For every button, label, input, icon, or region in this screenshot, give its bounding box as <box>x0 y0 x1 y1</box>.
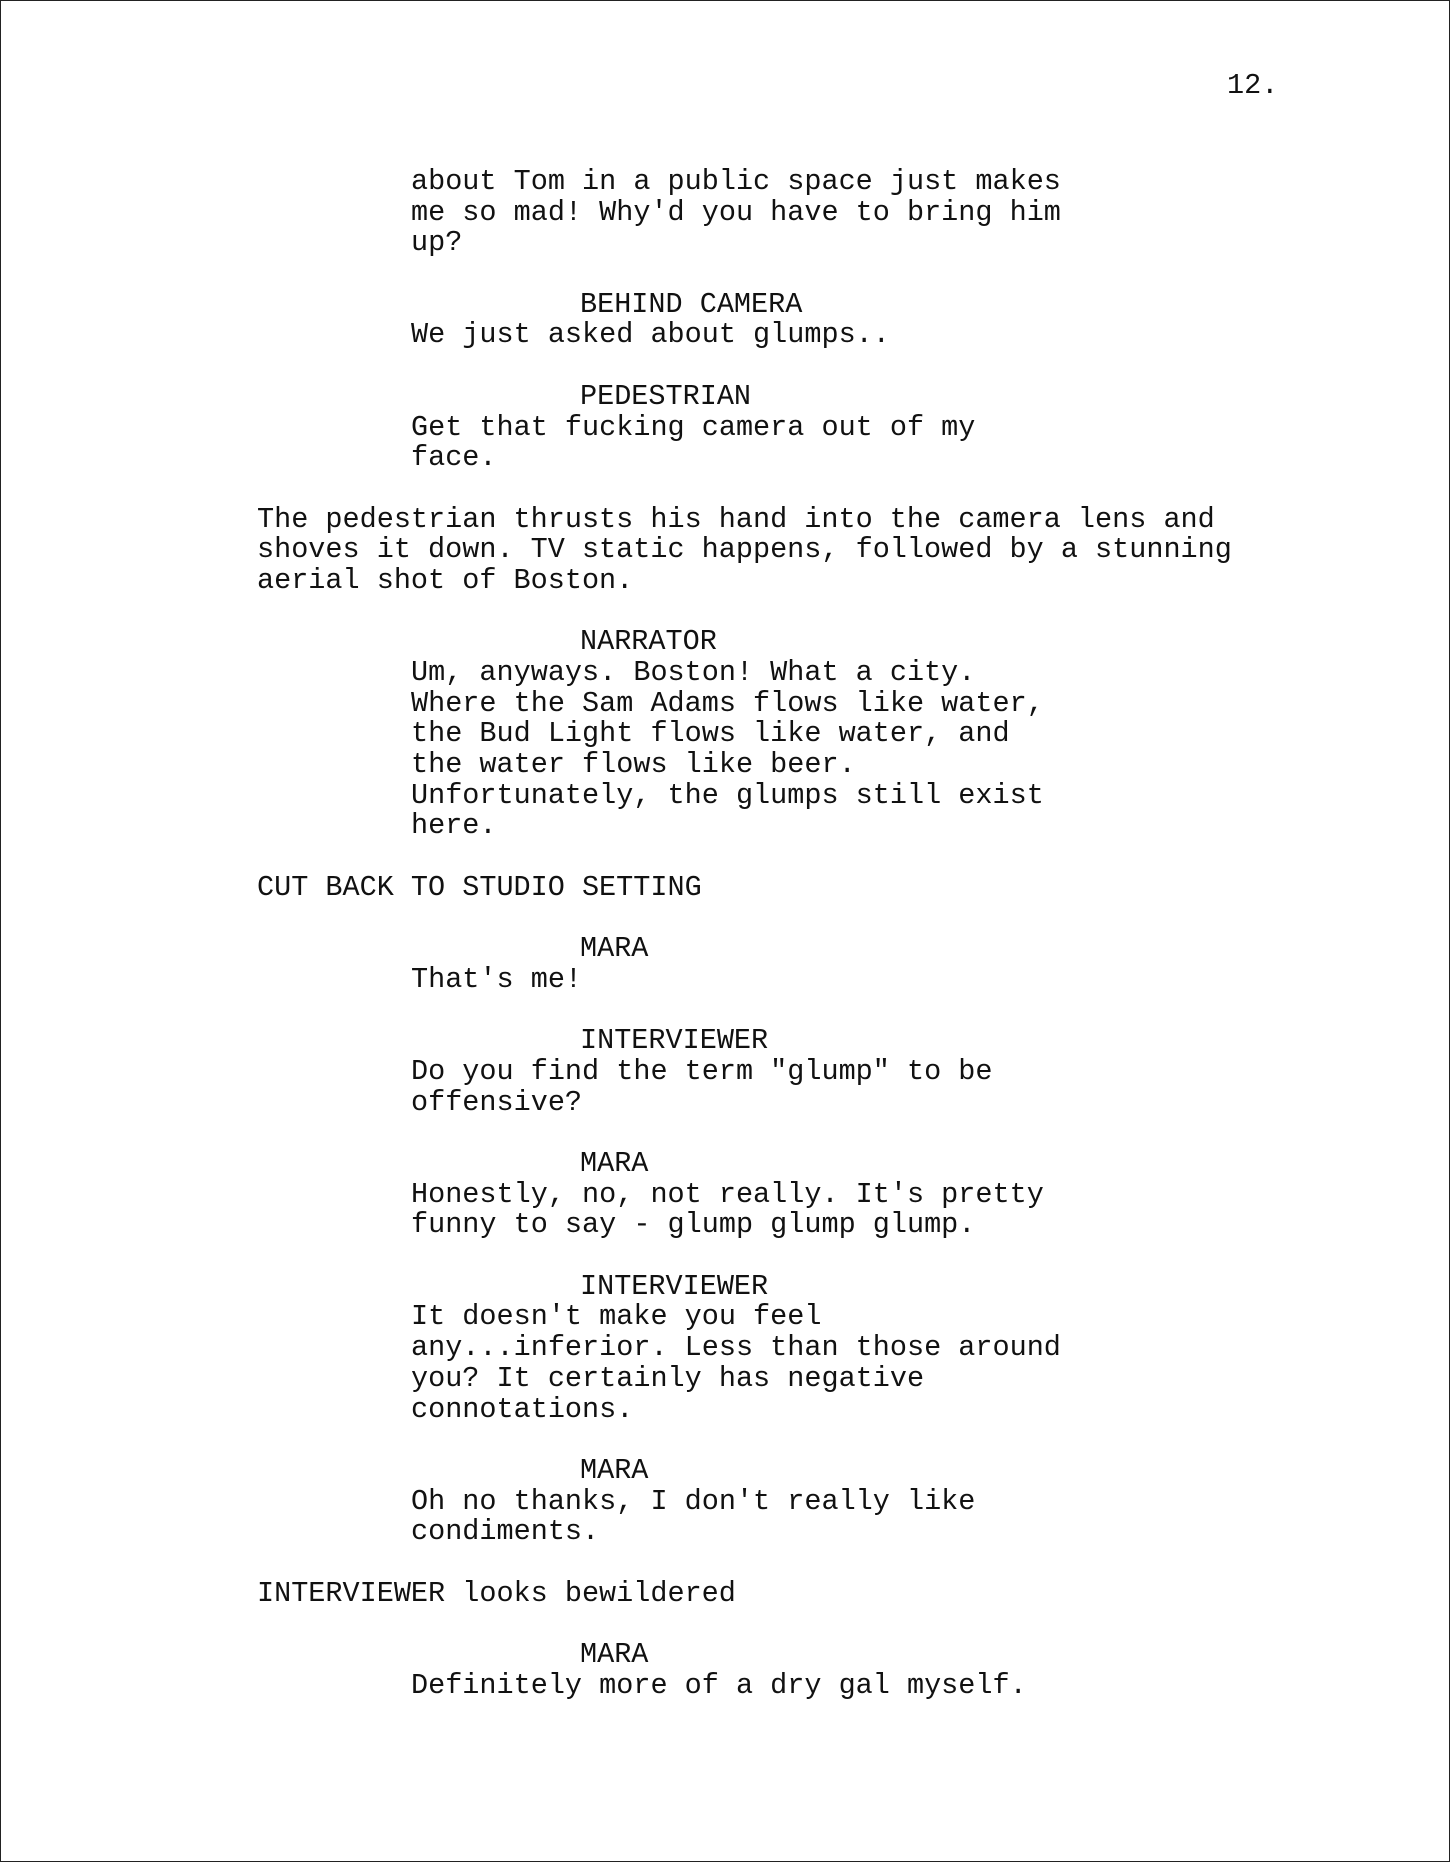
dialogue-block <box>1 962 1449 996</box>
dialogue-line: Definitely more of a dry gal myself. <box>411 1668 1027 1702</box>
dialogue-block <box>1 1668 1449 1702</box>
dialogue-line: me so mad! Why'd you have to bring him <box>411 195 1061 229</box>
character-cue <box>1 1026 1449 1057</box>
blank-line <box>1 1609 1449 1640</box>
action-line: The pedestrian thrusts his hand into the camera lens and <box>257 502 1215 536</box>
blank-line <box>1 996 1449 1027</box>
blank-line <box>1 597 1449 628</box>
dialogue-block <box>1 167 1449 259</box>
character-line: MARA <box>580 1147 649 1180</box>
dialogue-block <box>1 1177 1449 1242</box>
dialogue-line: Unfortunately, the glumps still exist <box>411 778 1044 812</box>
character-cue <box>1 379 1449 413</box>
dialogue-line: That's me! <box>411 962 583 996</box>
character-cue <box>1 287 1449 321</box>
blank-line <box>1 904 1449 935</box>
character-cue <box>1 1640 1449 1671</box>
action-block <box>1 502 1449 597</box>
dialogue-line: the water flows like beer. <box>411 748 856 782</box>
dialogue-line: We just asked about glumps.. <box>411 318 890 352</box>
character-cue <box>1 934 1449 965</box>
dialogue-line: funny to say - glump glump glump. <box>411 1208 976 1242</box>
character-cue <box>1 1453 1449 1487</box>
character-line: PEDESTRIAN <box>580 379 752 413</box>
page-number: 12. <box>1227 69 1279 102</box>
action-block <box>1 870 1449 904</box>
blank-line <box>1 474 1449 505</box>
dialogue-line: Honestly, no, not really. It's pretty <box>411 1177 1044 1211</box>
dialogue-line: you? It certainly has negative <box>411 1361 925 1395</box>
dialogue-line: the Bud Light flows like water, and <box>411 717 1010 751</box>
dialogue-block <box>1 320 1449 351</box>
character-line: INTERVIEWER <box>580 1024 769 1058</box>
blank-line <box>1 1118 1449 1149</box>
dialogue-block <box>1 1302 1449 1425</box>
dialogue-line: offensive? <box>411 1085 583 1119</box>
dialogue-line: up? <box>411 226 463 260</box>
character-cue <box>1 1269 1449 1303</box>
dialogue-line: any...inferior. Less than those around <box>411 1331 1061 1365</box>
dialogue-block <box>1 1054 1449 1119</box>
dialogue-line: condiments. <box>411 1515 600 1549</box>
dialogue-line: here. <box>411 809 497 843</box>
blank-line <box>1 1548 1449 1579</box>
character-line: INTERVIEWER <box>580 1269 769 1303</box>
dialogue-line: Um, anyways. Boston! What a city. <box>411 656 976 689</box>
character-line: MARA <box>580 1453 649 1487</box>
dialogue-line: Where the Sam Adams flows like water, <box>411 686 1044 720</box>
blank-line <box>1 842 1449 873</box>
dialogue-line: Get that fucking camera out of my <box>411 410 976 444</box>
blank-line <box>1 259 1449 290</box>
dialogue-block <box>1 1484 1449 1549</box>
blank-line <box>1 1241 1449 1272</box>
action-line: INTERVIEWER looks bewildered <box>257 1576 736 1610</box>
dialogue-line: Oh no thanks, I don't really like <box>411 1484 976 1518</box>
character-cue <box>1 627 1449 658</box>
dialogue-block <box>1 410 1449 475</box>
dialogue-line: about Tom in a public space just makes <box>411 165 1061 198</box>
action-line: CUT BACK TO STUDIO SETTING <box>257 870 702 904</box>
dialogue-line: Do you find the term "glump" to be <box>411 1054 993 1088</box>
dialogue-line: It doesn't make you feel <box>411 1300 822 1334</box>
character-line: NARRATOR <box>580 625 717 659</box>
action-line: aerial shot of Boston. <box>257 563 634 597</box>
dialogue-block <box>1 658 1449 842</box>
character-cue <box>1 1149 1449 1180</box>
character-line: MARA <box>580 1638 649 1671</box>
action-block <box>1 1576 1449 1610</box>
dialogue-line: face. <box>411 441 497 475</box>
blank-line <box>1 351 1449 382</box>
character-line: MARA <box>580 932 649 966</box>
action-line: shoves it down. TV static happens, followed by a stunning <box>257 533 1232 567</box>
script-body <box>1 167 1449 1701</box>
blank-line <box>1 1425 1449 1456</box>
character-line: BEHIND CAMERA <box>580 287 803 321</box>
dialogue-line: connotations. <box>411 1392 634 1426</box>
